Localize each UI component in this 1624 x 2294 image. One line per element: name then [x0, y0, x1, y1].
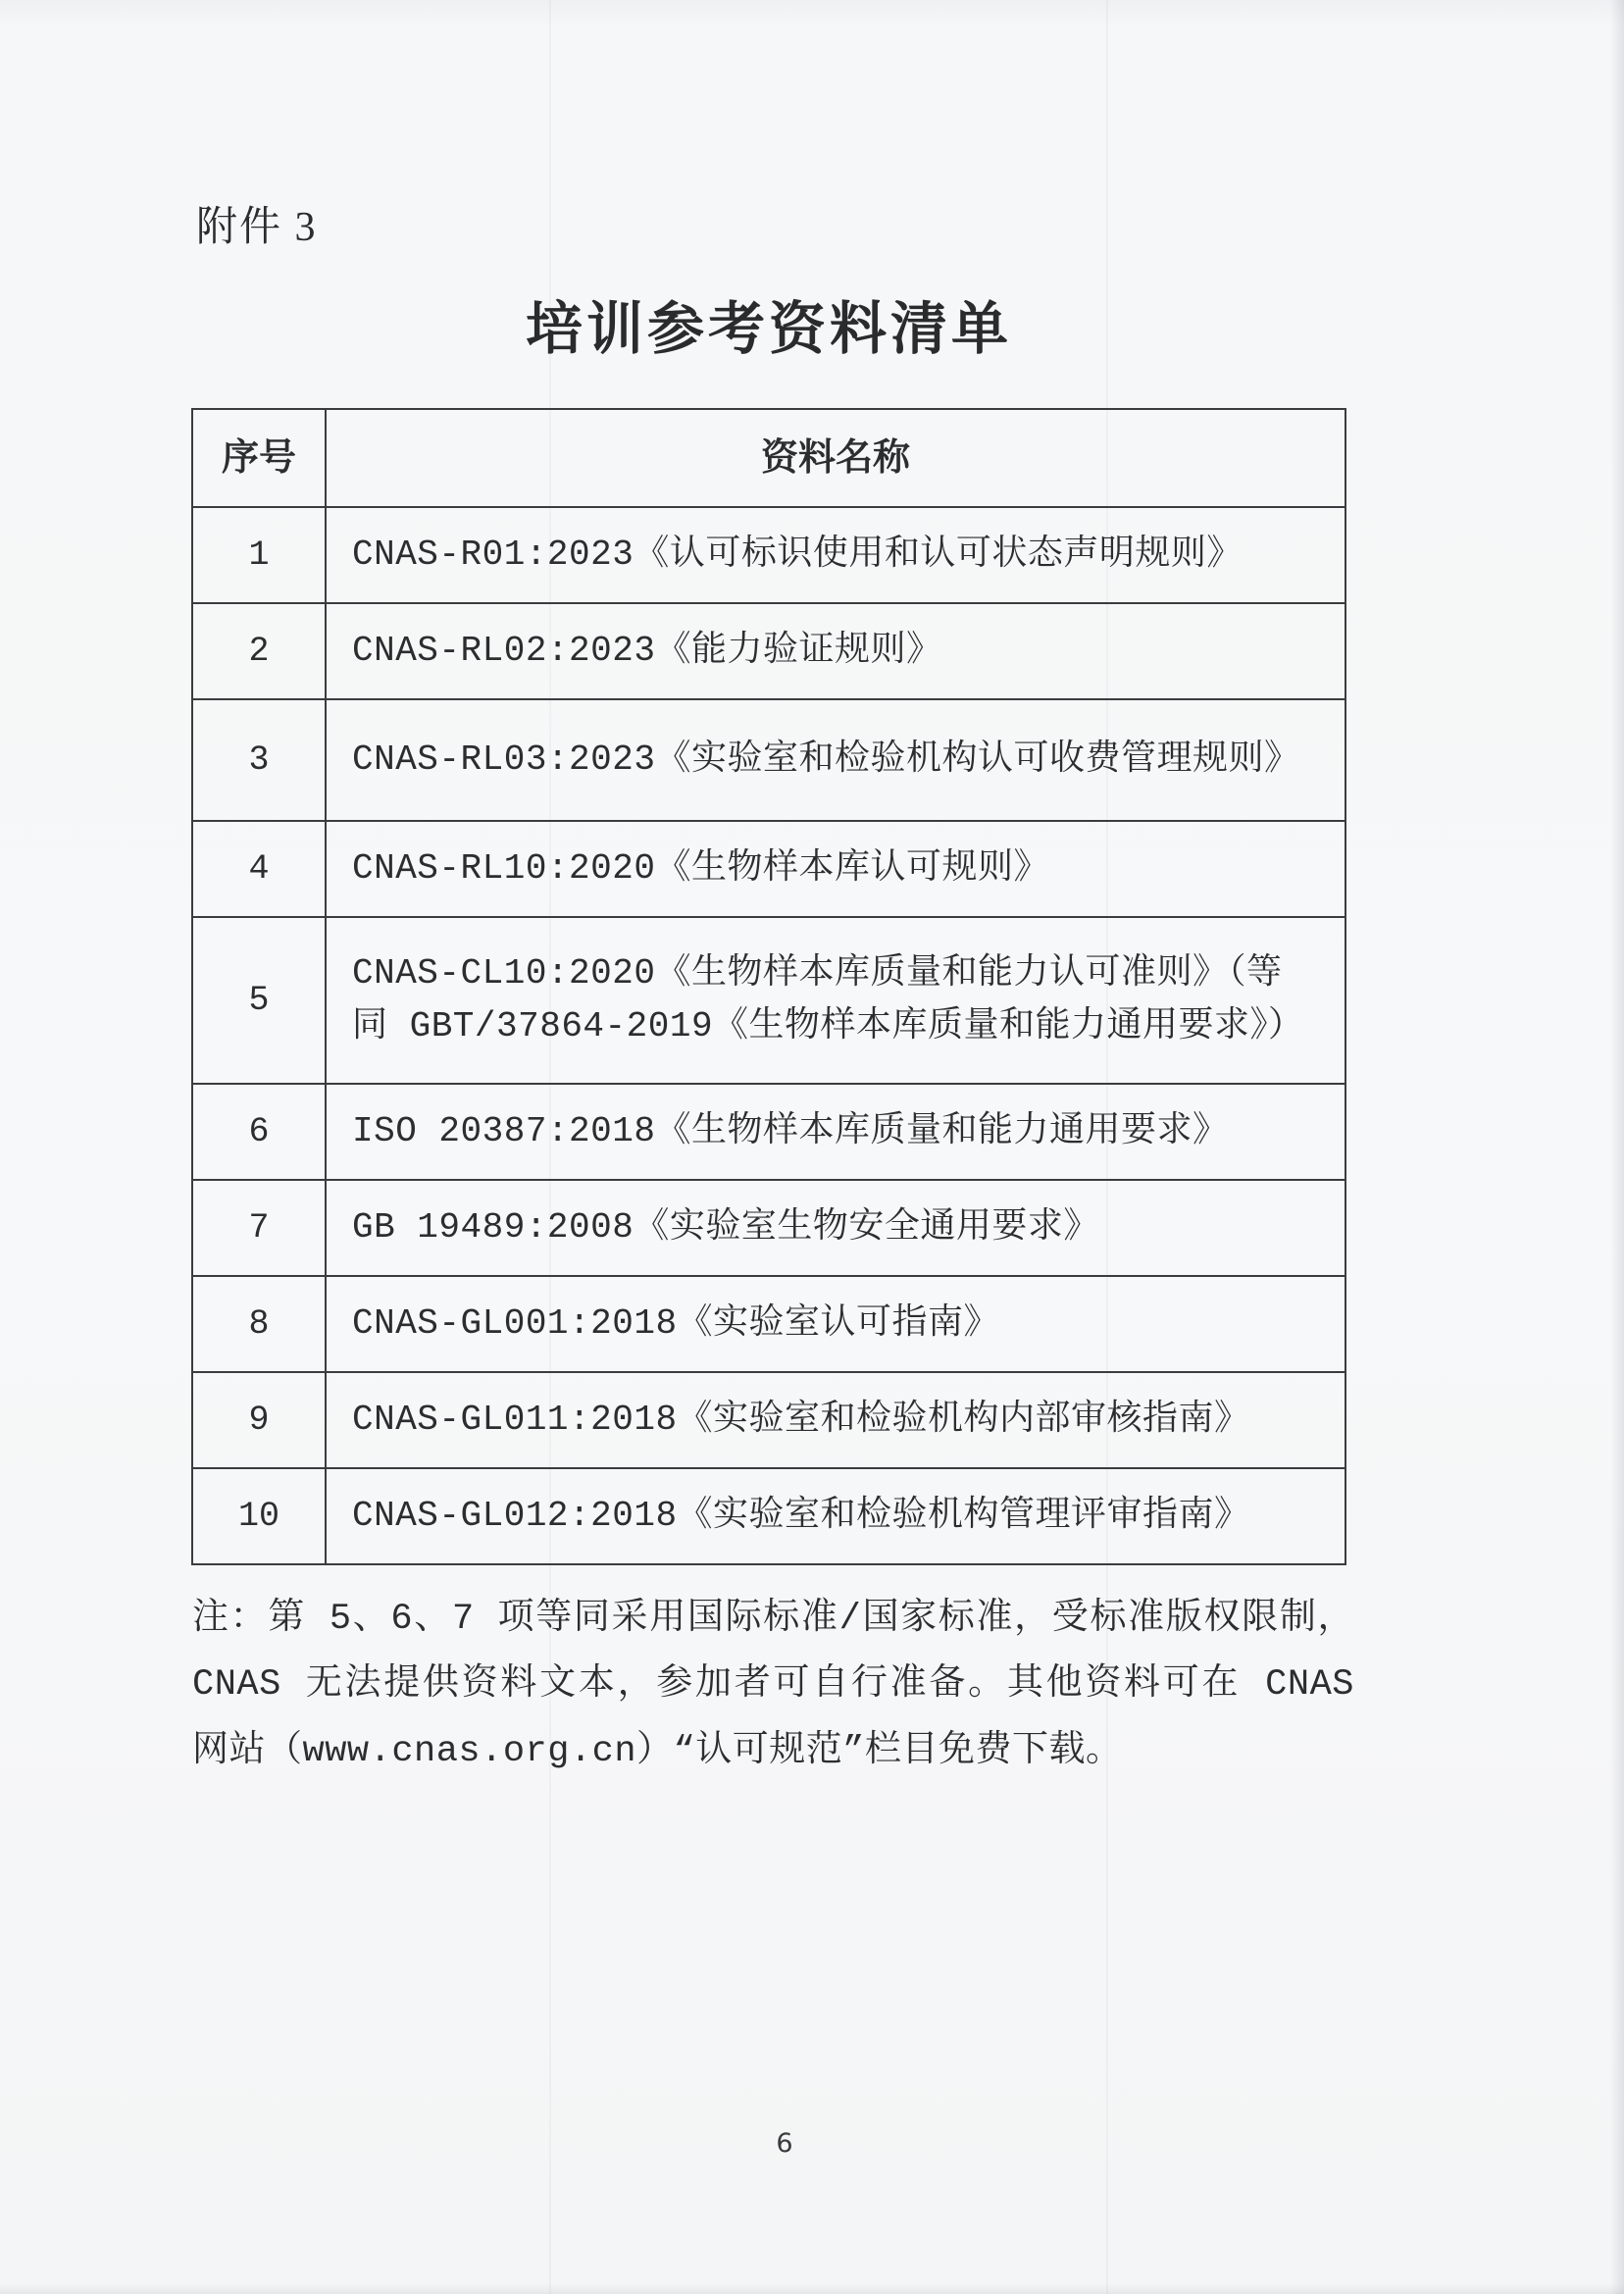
material-name: CNAS-RL10:2020《生物样本库认可规则》 — [326, 821, 1345, 917]
material-name: CNAS-GL011:2018《实验室和检验机构内部审核指南》 — [326, 1372, 1345, 1468]
column-header-no: 序号 — [192, 409, 326, 507]
scan-edge-shadow-bottom — [0, 2284, 1624, 2294]
footnote: 注：第 5、6、7 项等同采用国际标准/国家标准，受标准版权限制，CNAS 无法提供资料文本，参加者可自行准备。其他资料可在 CNAS 网站（www.cnas.org.cn）“认可规范”栏目免费下载。 — [192, 1599, 1354, 1772]
row-number: 10 — [192, 1468, 326, 1564]
material-name: CNAS-RL02:2023《能力验证规则》 — [326, 603, 1345, 699]
reference-materials-table — [191, 408, 1346, 1565]
material-name: CNAS-R01:2023《认可标识使用和认可状态声明规则》 — [326, 507, 1345, 603]
row-number: 8 — [192, 1276, 326, 1372]
attachment-label: 附件 3 — [196, 205, 318, 250]
material-name: CNAS-RL03:2023《实验室和检验机构认可收费管理规则》 — [326, 699, 1345, 821]
row-number: 3 — [192, 699, 326, 821]
table-row — [192, 699, 1345, 821]
table-row — [192, 1372, 1345, 1468]
row-number: 9 — [192, 1372, 326, 1468]
table-row — [192, 507, 1345, 603]
material-name: ISO 20387:2018《生物样本库质量和能力通用要求》 — [326, 1084, 1345, 1180]
table-row — [192, 917, 1345, 1084]
row-number: 2 — [192, 603, 326, 699]
column-header-name: 资料名称 — [326, 409, 1345, 507]
material-name: GB 19489:2008《实验室生物安全通用要求》 — [326, 1180, 1345, 1276]
row-number: 5 — [192, 917, 326, 1084]
material-name: CNAS-GL001:2018《实验室认可指南》 — [326, 1276, 1345, 1372]
table-row — [192, 1084, 1345, 1180]
table-row — [192, 1180, 1345, 1276]
row-number: 4 — [192, 821, 326, 917]
scan-edge-shadow-right — [1610, 0, 1624, 2294]
table-row — [192, 821, 1345, 917]
row-number: 1 — [192, 507, 326, 603]
page-title: 培训参考资料清单 — [525, 297, 1012, 361]
row-number: 7 — [192, 1180, 326, 1276]
material-name: CNAS-CL10:2020《生物样本库质量和能力认可准则》（等同 GBT/37864-2019《生物样本库质量和能力通用要求》） — [326, 917, 1345, 1084]
table-row — [192, 603, 1345, 699]
material-name: CNAS-GL012:2018《实验室和检验机构管理评审指南》 — [326, 1468, 1345, 1564]
table-row — [192, 1276, 1345, 1372]
row-number: 6 — [192, 1084, 326, 1180]
table-header-row — [192, 409, 1345, 507]
page-number: 6 — [776, 2128, 793, 2159]
table-row — [192, 1468, 1345, 1564]
